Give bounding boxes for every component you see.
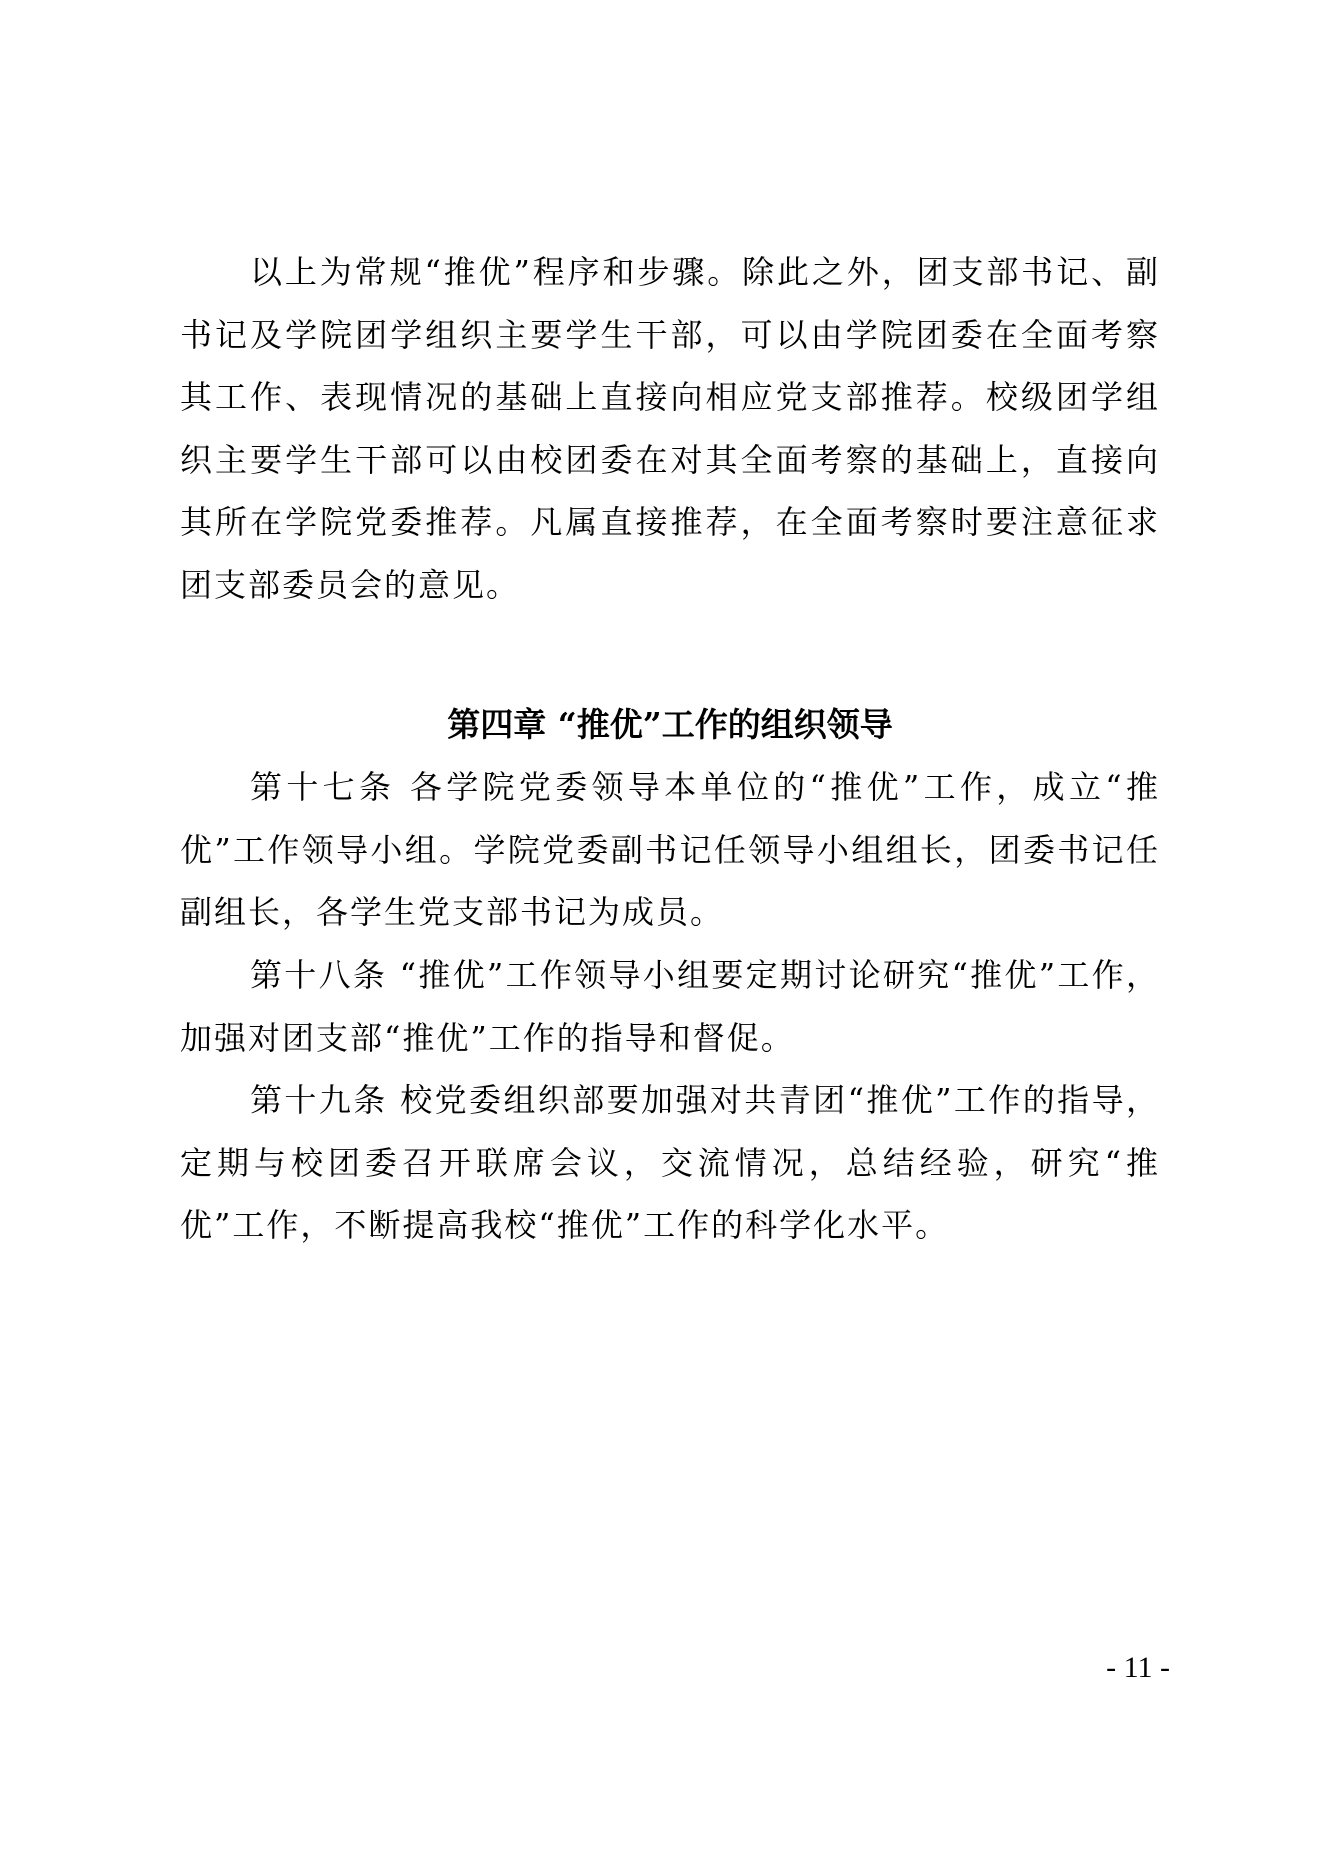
article-18: 第十八条 “推优”工作领导小组要定期讨论研究“推优”工作，加强对团支部“推优”工作的指导和督促。 [180,956,1160,1057]
chapter-title: 第四章 “推优”工作的组织领导 [447,705,893,744]
paragraph-direct-recommendation: 以上为常规“推优”程序和步骤。除此之外，团支部书记、副书记及学院团学组织主要学生干部，可以由学院团委在全面考察其工作、表现情况的基础上直接向相应党支部推荐。校级团学组织主要学生干部可以由校团委在对其全面考察的基础上，直接向其所在学院党委推荐。凡属直接推荐，在全面考察时要注意征求团支部委员会的意见。 [180,253,1160,604]
article-17: 第十七条 各学院党委领导本单位的“推优”工作，成立“推优”工作领导小组。学院党委副书记任领导小组组长，团委书记任副组长，各学生党支部书记为成员。 [180,768,1160,932]
article-19: 第十九条 校党委组织部要加强对共青团“推优”工作的指导，定期与校团委召开联席会议，交流情况，总结经验，研究“推优”工作，不断提高我校“推优”工作的科学化水平。 [180,1081,1160,1245]
page-number: - 11 - [1106,1651,1170,1684]
